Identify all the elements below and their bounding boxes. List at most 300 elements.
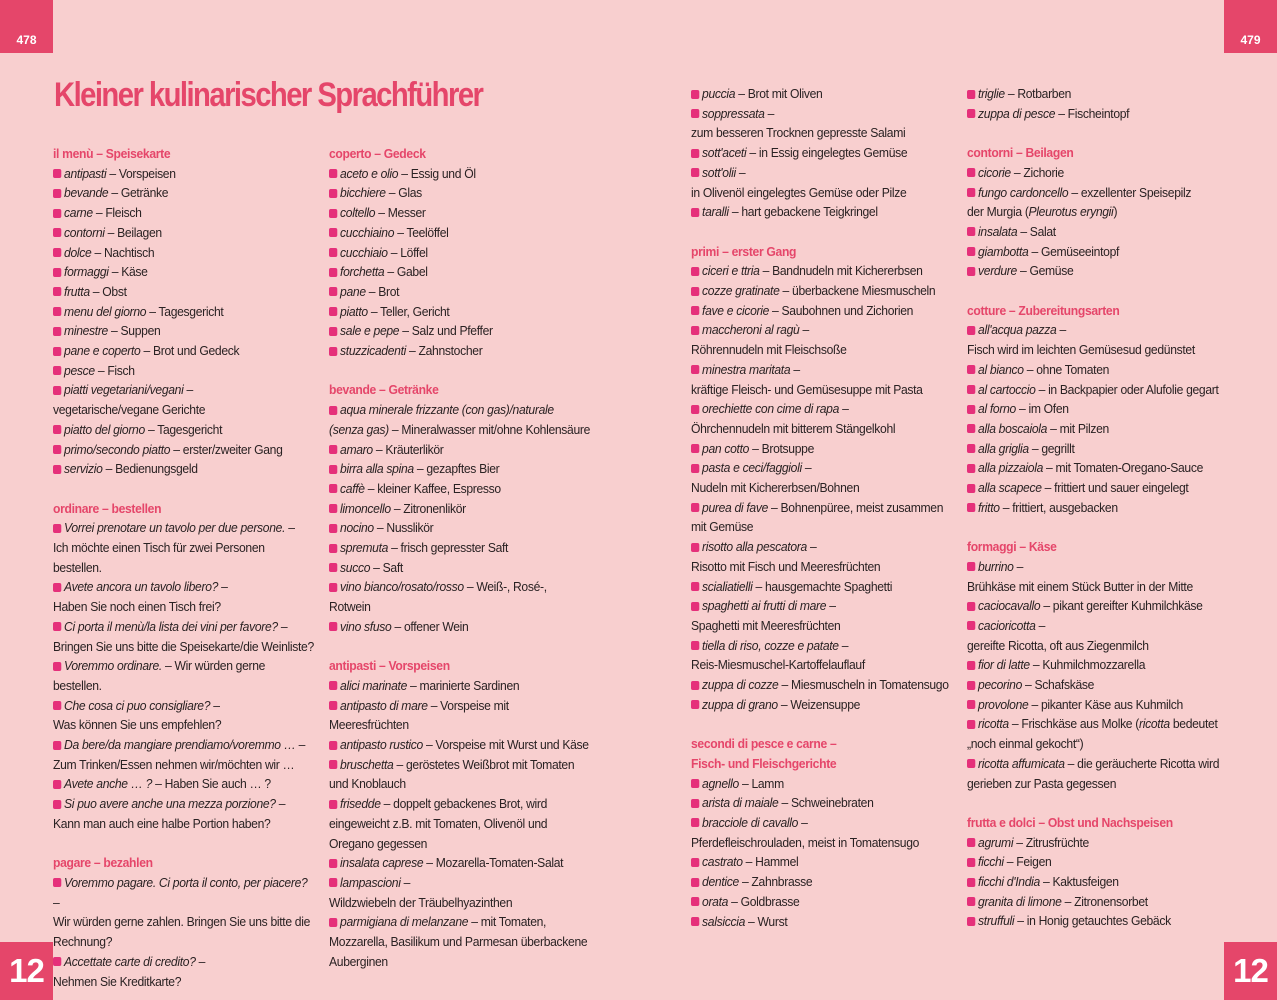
square-bullet-icon: [967, 405, 975, 414]
glossary-entry: [691, 399, 952, 438]
german-translation: –: [277, 618, 288, 634]
glossary-entry: [53, 774, 314, 794]
italian-term: forchetta: [340, 264, 385, 280]
square-bullet-icon: [691, 464, 699, 473]
glossary-entry: [53, 380, 314, 419]
square-bullet-icon: [53, 445, 61, 454]
glossary-entry: [53, 440, 314, 460]
square-bullet-icon: [329, 544, 337, 553]
glossary-entry: [967, 439, 1228, 459]
square-bullet-icon: [329, 800, 337, 809]
italian-term: al bianco: [978, 361, 1024, 377]
glossary-entry: [329, 696, 590, 735]
german-translation: – Fischeintopf: [1055, 105, 1130, 121]
italian-term: aceto e olio: [340, 165, 399, 181]
german-translation: – exzellenter Speisepilz: [1068, 184, 1192, 200]
german-translation: – Fleisch: [92, 205, 142, 221]
german-translation: – die geräucherte Ricotta wird gerieben zur Pasta gegessen: [967, 755, 1220, 791]
square-bullet-icon: [329, 189, 337, 198]
square-bullet-icon: [329, 347, 337, 356]
section-title: coperto – Gedeck: [329, 146, 426, 161]
german-translation: – Schafskäse: [1022, 677, 1095, 693]
italian-term: ficchi d'India: [978, 874, 1040, 890]
italian-term: fritto: [978, 499, 1000, 515]
italian-term: antipasti: [64, 165, 107, 181]
glossary-entry: [691, 202, 952, 222]
glossary-section: [967, 537, 1228, 793]
italian-term: Accettate carte di credito?: [64, 953, 196, 969]
italian-term: aqua minerale frizzante (con gas)/naturale (senza gas): [329, 402, 554, 437]
glossary-entry: [329, 853, 590, 873]
italian-term: Che cosa ci puo consigliare?: [64, 697, 211, 713]
glossary-section: [329, 144, 590, 361]
german-translation-line-2: Nudeln mit Kichererbsen/Bohnen: [691, 480, 860, 496]
square-bullet-icon: [53, 425, 61, 434]
german-translation: – Vorspeisen: [106, 165, 176, 181]
glossary-entry: [967, 892, 1228, 912]
glossary-entry: [329, 262, 590, 282]
glossary-entry: [53, 243, 314, 263]
glossary-entry: [329, 499, 590, 519]
italian-term: fungo cardoncello: [978, 184, 1069, 200]
italian-term: orata: [702, 893, 729, 909]
german-translation: – Suppen: [107, 323, 161, 339]
german-translation-line-2: Röhrennudeln mit Fleischsoße: [691, 342, 847, 358]
italian-term: birra alla spina: [340, 461, 414, 477]
glossary-entry: [329, 794, 590, 853]
square-bullet-icon: [53, 347, 61, 356]
square-bullet-icon: [967, 700, 975, 709]
glossary-entry: [967, 380, 1228, 400]
section-title: contorni – Beilagen: [967, 145, 1074, 161]
german-translation-line-2: zum besseren Trocknen gepresste Salami: [691, 125, 906, 141]
glossary-entry: [691, 872, 952, 892]
german-translation: – mit Pilzen: [1047, 420, 1109, 436]
glossary-entry: [329, 440, 590, 460]
translation-tail: ): [1113, 204, 1118, 220]
german-translation: –: [799, 322, 809, 338]
glossary-entry: [53, 873, 314, 952]
section-title: cotture – Zubereitungsarten: [967, 302, 1120, 318]
italian-term: Avete ancora un tavolo libero?: [64, 579, 219, 595]
glossary-entry: [967, 183, 1228, 222]
italian-term: pane: [340, 283, 366, 299]
glossary-section: [329, 380, 590, 636]
square-bullet-icon: [967, 720, 975, 729]
german-translation: – Kräuterlikör: [372, 441, 444, 457]
german-translation: – hart gebackene Teigkringel: [728, 204, 878, 220]
italian-term: orechiette con cime di rapa: [702, 401, 840, 417]
german-translation: – Weizensuppe: [777, 696, 861, 712]
italian-term: ciceri e ttria: [702, 263, 760, 279]
german-translation: – Gemüse: [1016, 263, 1074, 279]
column-4-content: [967, 84, 1228, 931]
glossary-entry: [691, 596, 952, 635]
square-bullet-icon: [967, 838, 975, 847]
italian-term: spaghetti ai frutti di mare: [702, 598, 827, 614]
square-bullet-icon: [691, 326, 699, 335]
glossary-entry: [329, 558, 590, 578]
square-bullet-icon: [967, 897, 975, 906]
german-translation: –: [183, 382, 193, 398]
square-bullet-icon: [967, 878, 975, 887]
glossary-entry: [691, 301, 952, 321]
german-translation: – Beilagen: [104, 224, 162, 240]
glossary-entry: [53, 735, 314, 774]
glossary-section: [53, 499, 314, 834]
square-bullet-icon: [691, 149, 699, 158]
italian-term: cucchiaino: [340, 224, 395, 240]
glossary-entry: [967, 320, 1228, 359]
german-translation-line-2: Brühkäse mit einem Stück Butter in der Mitte: [967, 578, 1193, 594]
german-translation: – Vorspeise mit Wurst und Käse: [422, 737, 589, 753]
italian-term: all'acqua pazza: [978, 322, 1057, 338]
square-bullet-icon: [691, 641, 699, 650]
glossary-entry: [967, 104, 1228, 124]
square-bullet-icon: [329, 248, 337, 257]
german-translation: – Salz und Pfeffer: [399, 323, 493, 339]
square-bullet-icon: [329, 484, 337, 493]
italian-term: triglie: [978, 86, 1005, 101]
german-translation-line-2: Nehmen Sie Kreditkarte?: [53, 973, 182, 989]
glossary-section: [691, 734, 952, 931]
glossary-entry: [53, 183, 314, 203]
german-translation: – Getränke: [108, 185, 169, 201]
square-bullet-icon: [329, 760, 337, 769]
italian-term: ficchi: [978, 854, 1004, 870]
italian-term: vino bianco/rosato/rosso: [340, 579, 464, 595]
german-translation: – Mozarella-Tomaten-Salat: [423, 855, 564, 871]
german-translation: – Brot mit Oliven: [735, 86, 823, 101]
italian-term: Voremmo ordinare.: [64, 658, 162, 674]
italian-term: puccia: [702, 86, 736, 101]
glossary-entry: [967, 261, 1228, 281]
german-translation: – Schweinebraten: [778, 795, 874, 811]
italian-term: bevande: [64, 185, 109, 201]
german-translation: – Weiß-, Rosé-, Rotwein: [329, 579, 547, 615]
italian-term: menu del giorno: [64, 303, 147, 319]
italian-term: carne: [64, 205, 93, 221]
german-translation: – Zahnbrasse: [738, 874, 813, 890]
italian-term: piatti vegetariani/vegani: [64, 382, 184, 398]
glossary-entry: [53, 262, 314, 282]
german-translation: – ohne Tomaten: [1023, 361, 1110, 377]
italian-term: cicorie: [978, 164, 1011, 180]
italian-term: bruschetta: [340, 756, 394, 772]
italian-term: pesce: [64, 362, 95, 378]
glossary-entry: [691, 636, 952, 675]
square-bullet-icon: [967, 267, 975, 276]
italian-term: pane e coperto: [64, 343, 141, 359]
glossary-entry: [691, 84, 952, 104]
italian-term: agnello: [702, 775, 739, 791]
square-bullet-icon: [967, 424, 975, 433]
square-bullet-icon: [53, 327, 61, 336]
german-translation: – Obst: [89, 283, 127, 299]
glossary-section: [691, 84, 952, 222]
italian-term: zuppa di cozze: [702, 677, 779, 693]
column-1: [53, 144, 315, 1000]
square-bullet-icon: [53, 386, 61, 395]
translation-italic-term: ricotta: [1139, 716, 1170, 732]
glossary-entry: [691, 498, 952, 537]
column-3: [691, 84, 953, 951]
german-translation: – Wurst: [744, 913, 788, 929]
italian-term: bracciole di cavallo: [702, 814, 799, 830]
square-bullet-icon: [967, 326, 975, 335]
glossary-section: [53, 853, 314, 991]
glossary-section: [967, 813, 1228, 931]
square-bullet-icon: [691, 917, 699, 926]
glossary-entry: [691, 143, 952, 163]
glossary-entry: [967, 616, 1228, 655]
german-translation: – Teller, Gericht: [367, 303, 450, 319]
italian-term: dolce: [64, 244, 92, 260]
square-bullet-icon: [53, 780, 61, 789]
german-translation-line-2: gereifte Ricotta, oft aus Ziegenmilch: [967, 637, 1149, 653]
square-bullet-icon: [691, 267, 699, 276]
german-translation: – Hammel: [742, 854, 799, 870]
german-translation: – hausgemachte Spaghetti: [752, 578, 893, 594]
square-bullet-icon: [967, 858, 975, 867]
section-title: frutta e dolci – Obst und Nachspeisen: [967, 814, 1173, 830]
glossary-entry: [53, 794, 314, 833]
german-translation: – Kuhmilchmozzarella: [1029, 657, 1146, 673]
italian-term: scialiatielli: [702, 578, 753, 594]
german-translation: – in Backpapier oder Alufolie gegart: [1035, 381, 1219, 397]
german-translation-line-2: Haben Sie noch einen Tisch frei?: [53, 599, 221, 615]
glossary-section: [329, 656, 590, 971]
german-translation: – Haben Sie auch … ?: [152, 776, 271, 792]
square-bullet-icon: [967, 681, 975, 690]
glossary-entry: [967, 360, 1228, 380]
square-bullet-icon: [53, 465, 61, 474]
italian-term: al cartoccio: [978, 381, 1036, 397]
german-translation: – Tagesgericht: [146, 303, 224, 319]
glossary-entry: [329, 617, 590, 637]
glossary-entry: [967, 498, 1228, 518]
square-bullet-icon: [967, 188, 975, 197]
glossary-entry: [53, 361, 314, 381]
glossary-entry: [967, 478, 1228, 498]
german-translation: – Goldbrasse: [728, 893, 800, 909]
page-number-right: [1224, 0, 1277, 53]
italian-term: servizio: [64, 461, 103, 477]
square-bullet-icon: [691, 168, 699, 177]
column-2: [329, 144, 591, 991]
column-4: [967, 84, 1229, 951]
german-translation: – Gemüseeintopf: [1028, 243, 1120, 259]
glossary-section: [967, 301, 1228, 518]
square-bullet-icon: [53, 287, 61, 296]
italian-term: Si puo avere anche una mezza porzione?: [64, 796, 276, 812]
square-bullet-icon: [53, 189, 61, 198]
italian-term: coltello: [340, 205, 376, 221]
square-bullet-icon: [329, 406, 337, 415]
page-number-left: [0, 0, 53, 53]
german-translation: – Vorspeise mit Meeresfrüchten: [329, 697, 509, 733]
italian-term: Avete anche … ?: [64, 776, 153, 792]
italian-term: al forno: [978, 401, 1016, 417]
glossary-entry: [967, 872, 1228, 892]
german-translation-line-2: Spaghetti mit Meeresfrüchten: [691, 617, 841, 633]
glossary-entry: [329, 459, 590, 479]
square-bullet-icon: [691, 543, 699, 552]
square-bullet-icon: [53, 228, 61, 237]
chapter-tab-left: [0, 942, 53, 1000]
italian-term: cozze gratinate: [702, 283, 780, 299]
glossary-entry: [329, 282, 590, 302]
translation-tail: bedeutet „noch einmal gekocht“): [967, 716, 1218, 752]
german-translation: – Käse: [108, 264, 148, 280]
german-translation: –: [295, 737, 306, 753]
glossary-entry: [967, 833, 1228, 853]
italian-term: alla boscaiola: [978, 420, 1048, 436]
german-translation: – pikanter Käse aus Kuhmilch: [1028, 696, 1183, 712]
german-translation: – Glas: [385, 185, 422, 201]
glossary-entry: [691, 320, 952, 359]
column-3-content: [691, 84, 952, 931]
glossary-entry: [691, 774, 952, 794]
german-translation: – geröstetes Weißbrot mit Tomaten und Knoblauch: [329, 756, 575, 792]
square-bullet-icon: [967, 484, 975, 493]
section-title: ordinare – bestellen: [53, 500, 162, 516]
glossary-entry: [967, 419, 1228, 439]
german-translation: – erster/zweiter Gang: [170, 441, 283, 457]
square-bullet-icon: [329, 859, 337, 868]
chapter-tab-right: [1224, 942, 1277, 1000]
square-bullet-icon: [691, 306, 699, 315]
italian-term: salsiccia: [702, 913, 745, 929]
italian-term: ricotta: [978, 716, 1009, 732]
glossary-entry: [967, 655, 1228, 675]
square-bullet-icon: [691, 503, 699, 512]
square-bullet-icon: [53, 878, 61, 887]
italian-term: pan cotto: [702, 440, 750, 456]
glossary-entry: [53, 203, 314, 223]
translation-latin-name: Pleurotus eryngii: [1028, 204, 1114, 220]
italian-term: arista di maiale: [702, 795, 779, 811]
square-bullet-icon: [967, 503, 975, 512]
square-bullet-icon: [691, 858, 699, 867]
square-bullet-icon: [691, 405, 699, 414]
german-translation: –: [735, 164, 746, 180]
chapter-number-right: 12: [1233, 952, 1268, 989]
square-bullet-icon: [967, 90, 975, 99]
glossary-entry: [691, 281, 952, 301]
glossary-entry: [691, 912, 952, 932]
glossary-entry: [329, 538, 590, 558]
square-bullet-icon: [967, 661, 975, 670]
german-translation: – überbackene Miesmuscheln: [779, 283, 936, 299]
italian-term: antipasto rustico: [340, 737, 423, 753]
glossary-entry: [967, 84, 1228, 104]
glossary-entry: [329, 912, 590, 971]
glossary-entry: [329, 577, 590, 616]
square-bullet-icon: [329, 268, 337, 277]
glossary-entry: [329, 203, 590, 223]
square-bullet-icon: [329, 622, 337, 631]
german-translation: – Brot und Gedeck: [140, 343, 240, 359]
square-bullet-icon: [53, 524, 61, 533]
italian-term: giambotta: [978, 243, 1029, 259]
square-bullet-icon: [53, 583, 61, 592]
italian-term: struffuli: [978, 913, 1015, 929]
german-translation: – Essig und Öl: [398, 165, 476, 181]
german-translation-line-2: Reis-Miesmuschel-Kartoffelauflauf: [691, 657, 865, 673]
german-translation: – pikant gereifter Kuhmilchkäse: [1040, 598, 1203, 614]
italian-term: antipasto di mare: [340, 697, 428, 713]
german-translation-line-2: Was können Sie uns empfehlen?: [53, 717, 222, 733]
italian-term: Voremmo pagare. Ci porta il conto, per piacere?: [64, 874, 308, 890]
german-translation: –: [826, 598, 836, 614]
german-translation-line-2: Zum Trinken/Essen nehmen wir/möchten wir …: [53, 756, 295, 772]
italian-term: soppressata: [702, 105, 765, 121]
german-translation-line-2: kräftige Fleisch- und Gemüsesuppe mit Pasta: [691, 381, 923, 397]
italian-term: cacioricotta: [978, 617, 1036, 633]
glossary-entry: [691, 537, 952, 576]
german-translation: – gegrillt: [1028, 440, 1075, 456]
square-bullet-icon: [691, 90, 699, 99]
glossary-entry: [53, 302, 314, 322]
square-bullet-icon: [691, 799, 699, 808]
italian-term: pecorino: [978, 677, 1023, 693]
square-bullet-icon: [53, 741, 61, 750]
glossary-entry: [691, 439, 952, 459]
square-bullet-icon: [967, 109, 975, 118]
glossary-entry: [53, 577, 314, 616]
italian-term: dentice: [702, 874, 739, 890]
square-bullet-icon: [967, 464, 975, 473]
italian-term: sott'olii: [702, 164, 736, 180]
square-bullet-icon: [329, 741, 337, 750]
italian-term: caffè: [340, 480, 365, 496]
italian-term: bicchiere: [340, 185, 386, 201]
german-translation: –: [210, 697, 220, 713]
german-translation-line-2: Wildzwiebeln der Träubelhyazinthen: [329, 894, 513, 910]
square-bullet-icon: [691, 109, 699, 118]
glossary-entry: [691, 577, 952, 597]
german-translation: – Brot: [365, 283, 400, 299]
german-translation: – Tagesgericht: [144, 421, 223, 437]
square-bullet-icon: [691, 878, 699, 887]
german-translation: – Messer: [375, 205, 426, 221]
glossary-entry: [967, 852, 1228, 872]
german-translation-line-2: Öhrchennudeln mit bitterem Stängelkohl: [691, 420, 896, 436]
glossary-entry: [329, 518, 590, 538]
column-1-content: [53, 144, 314, 991]
square-bullet-icon: [329, 169, 337, 178]
section-title: il menù – Speisekarte: [53, 146, 171, 161]
italian-term: minestre: [64, 323, 108, 339]
german-translation: –: [798, 814, 808, 830]
german-translation: – Zahnstocher: [405, 343, 483, 359]
german-translation: – doppelt gebackenes Brot, wird eingeweicht z.B. mit Tomaten, Olivenöl und Oregano gegessen: [329, 796, 548, 851]
german-translation: –: [838, 637, 849, 653]
section-title: formaggi – Käse: [967, 539, 1057, 555]
square-bullet-icon: [967, 759, 975, 768]
italian-term: zuppa di pesce: [978, 105, 1056, 121]
italian-term: alici marinate: [340, 677, 408, 693]
square-bullet-icon: [691, 444, 699, 453]
italian-term: spremuta: [340, 540, 389, 556]
italian-term: caciocavallo: [978, 598, 1041, 614]
italian-term: primo/secondo piatto: [64, 441, 171, 457]
glossary-entry: [53, 656, 314, 695]
german-translation-line-2: der Murgia (: [967, 204, 1029, 220]
glossary-entry: [329, 302, 590, 322]
square-bullet-icon: [967, 168, 975, 177]
